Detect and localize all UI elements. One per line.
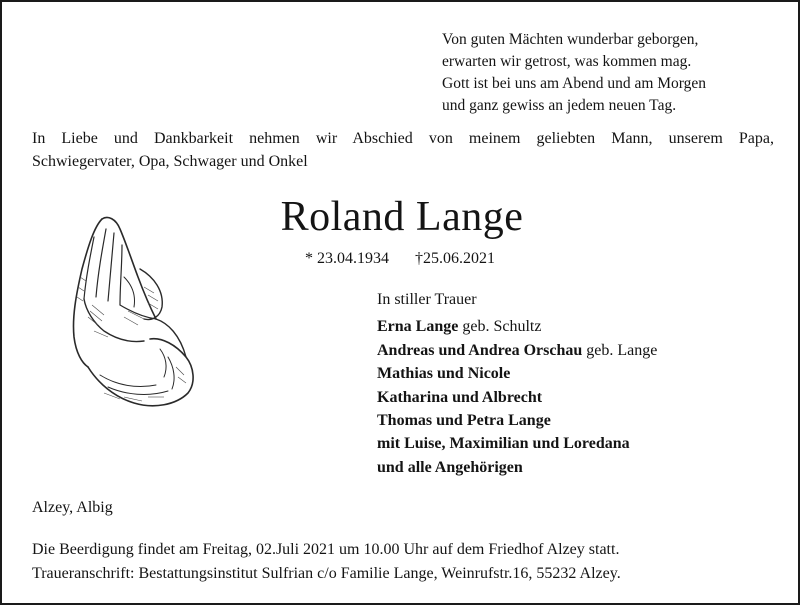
life-dates xyxy=(305,249,495,269)
deceased-name: Roland Lange xyxy=(280,194,524,240)
poem-line: Von guten Mächten wunderbar geborgen, xyxy=(442,31,699,48)
mourner-suffix: geb. Lange xyxy=(582,341,658,359)
mourner-entry xyxy=(377,362,777,385)
death-date: †25.06.2021 xyxy=(415,250,495,267)
mourner-suffix: geb. Schultz xyxy=(458,318,542,336)
birth-date: * 23.04.1934 xyxy=(305,250,389,267)
intro-line: In Liebe und Dankbarkeit nehmen wir Abschied von meinem geliebten Mann, unserem Papa, xyxy=(32,130,774,147)
mourner-entry xyxy=(377,339,777,362)
mourners-intro: In stiller Trauer xyxy=(377,291,477,308)
mourner-name: Mathias und Nicole xyxy=(377,365,511,383)
praying-hands-icon xyxy=(64,207,204,417)
mourner-name: und alle Angehörigen xyxy=(377,458,523,476)
intro-line: Schwiegervater, Opa, Schwager und Onkel xyxy=(32,153,308,170)
mourner-entry xyxy=(377,315,777,338)
mourner-name: Thomas und Petra Lange xyxy=(377,412,551,430)
mourner-entry xyxy=(377,456,777,479)
poem xyxy=(442,29,782,117)
mourner-entry xyxy=(377,386,777,409)
funeral-details: Die Beerdigung findet am Freitag, 02.Juli 2021 um 10.00 Uhr auf dem Friedhof Alzey statt. xyxy=(32,541,620,558)
poem-line: erwarten wir getrost, was kommen mag. xyxy=(442,53,692,70)
poem-line: Gott ist bei uns am Abend und am Morgen xyxy=(442,75,707,92)
intro-text xyxy=(32,127,774,173)
funeral-info xyxy=(32,538,772,586)
mourner-name: Katharina und Albrecht xyxy=(377,388,543,406)
mourner-name: Erna Lange xyxy=(377,318,459,336)
mourner-name: mit Luise, Maximilian und Loredana xyxy=(377,435,630,453)
mourner-entry xyxy=(377,432,777,455)
mourning-address: Traueranschrift: Bestattungsinstitut Sulfrian c/o Familie Lange, Weinrufstr.16, 55232 Alzey. xyxy=(32,565,621,582)
mourner-entry xyxy=(377,409,777,432)
place-names: Alzey, Albig xyxy=(32,499,113,516)
mourners-list xyxy=(377,288,777,479)
poem-line: und ganz gewiss an jedem neuen Tag. xyxy=(442,97,677,114)
mourner-name: Andreas und Andrea Orschau xyxy=(377,341,583,359)
